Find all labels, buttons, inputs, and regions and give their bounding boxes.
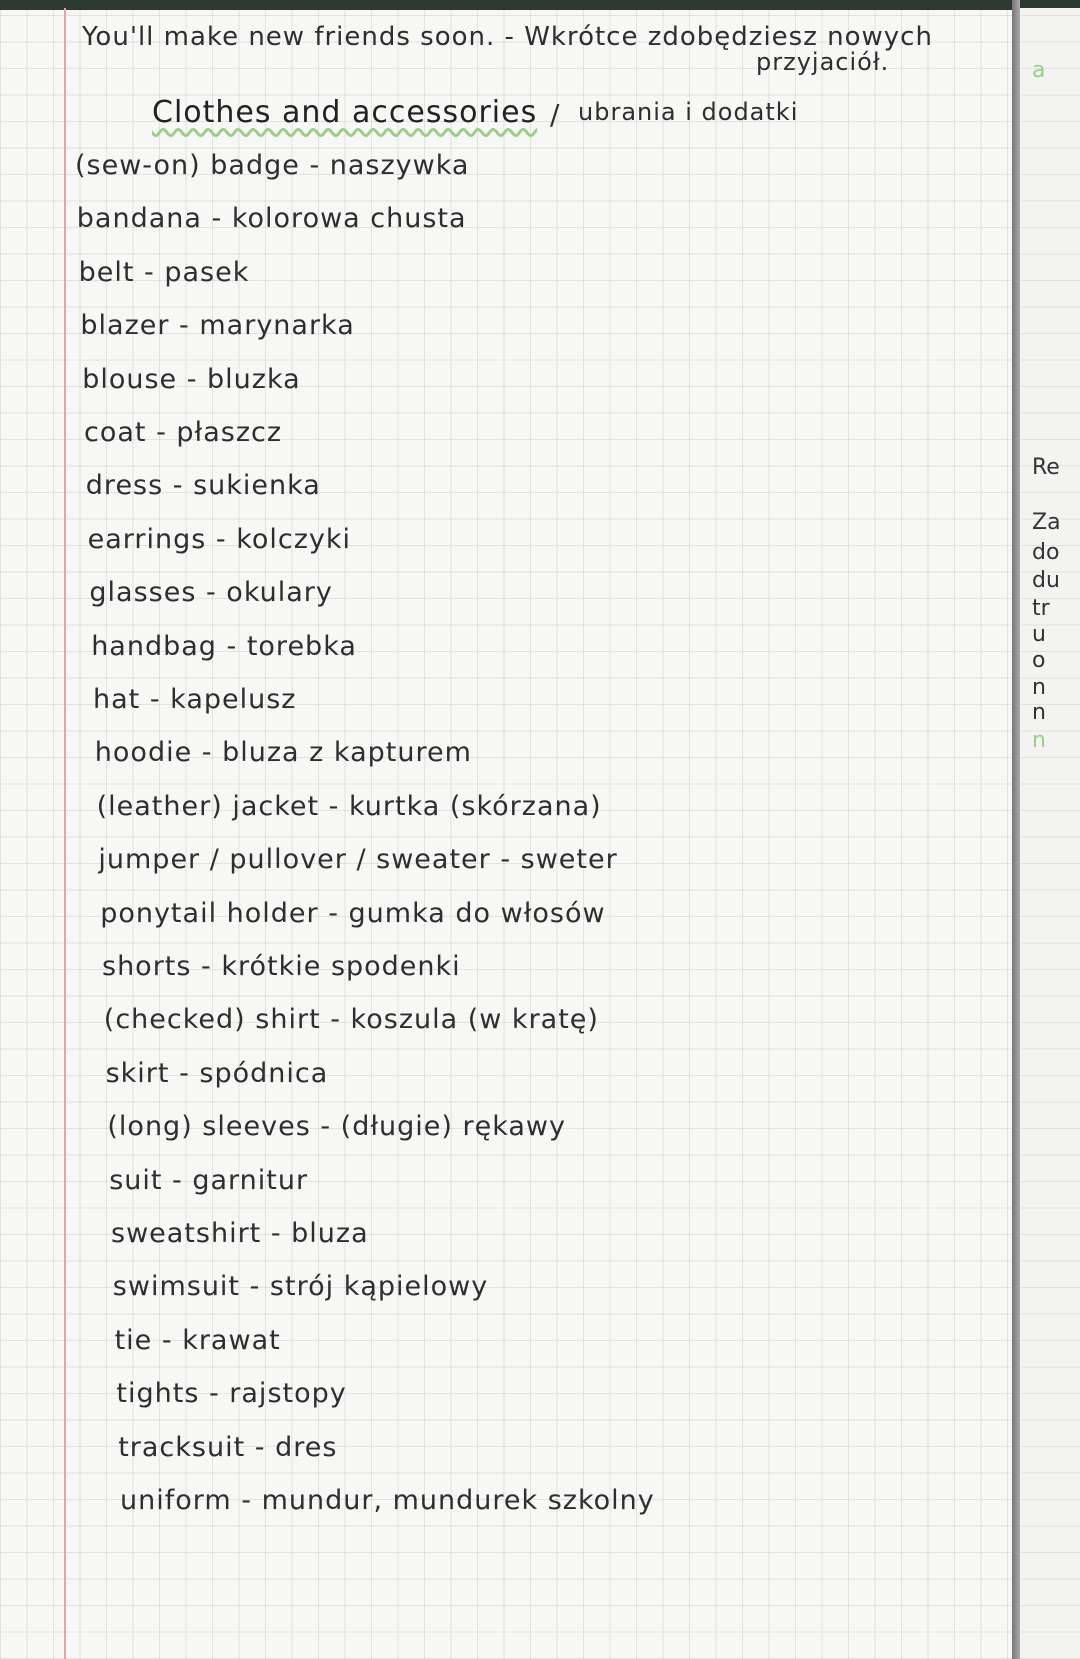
section-subtitle: ubrania i dodatki — [578, 98, 799, 126]
notebook-page-left — [0, 8, 1012, 1659]
right-page-fragment: tr — [1032, 596, 1050, 621]
right-page-fragment: n — [1032, 728, 1046, 753]
vocab-item: skirt - spódnica — [105, 1057, 329, 1089]
example-sentence: You'll make new friends soon. - Wkrótce zdobędziesz nowych — [82, 22, 933, 52]
page-fold — [1012, 0, 1020, 1659]
vocab-item: blouse - bluzka — [82, 363, 301, 395]
vocab-item: hoodie - bluza z kapturem — [94, 737, 472, 769]
vocab-item: glasses - okulary — [89, 577, 333, 609]
right-page-fragment: a — [1032, 58, 1046, 83]
right-page-fragment: Re — [1032, 455, 1060, 480]
notebook-page-right — [1020, 8, 1080, 1659]
example-sentence-cont: przyjaciół. — [756, 48, 890, 76]
right-page-fragment: do — [1032, 540, 1060, 565]
vocab-item: suit - garnitur — [109, 1164, 309, 1196]
vocab-item: belt - pasek — [78, 256, 250, 288]
vocab-item: (checked) shirt - koszula (w kratę) — [103, 1004, 599, 1036]
vocab-item: (leather) jacket - kurtka (skórzana) — [96, 790, 602, 822]
vocab-item: (sew-on) badge - naszywka — [75, 150, 470, 181]
vocab-item: tracksuit - dres — [118, 1431, 338, 1463]
vocab-item: shorts - krótkie spodenki — [102, 951, 461, 982]
vocab-item: swimsuit - strój kąpielowy — [112, 1271, 489, 1303]
vocab-item: earrings - kolczyki — [87, 523, 352, 555]
vocab-item: coat - płaszcz — [84, 417, 283, 448]
vocab-item: tie - krawat — [114, 1324, 281, 1356]
vocab-item: ponytail holder - gumka do włosów — [100, 897, 606, 929]
right-page-fragment: n — [1032, 675, 1046, 700]
vocab-item: tights - rajstopy — [116, 1378, 347, 1410]
right-page-fragment: du — [1032, 568, 1060, 593]
vocab-item: sweatshirt - bluza — [111, 1218, 369, 1249]
right-page-fragment: u — [1032, 622, 1046, 647]
right-page-fragment: o — [1032, 648, 1046, 673]
vocab-item: jumper / pullover / sweater - sweter — [98, 844, 618, 876]
vocab-item: uniform - mundur, mundurek szkolny — [120, 1485, 655, 1516]
vocab-item: bandana - kolorowa chusta — [76, 203, 467, 235]
section-title: Clothes and accessories — [152, 95, 538, 130]
vocab-item: (long) sleeves - (długie) rękawy — [107, 1111, 566, 1143]
vocab-item: handbag - torebka — [91, 630, 357, 662]
margin-line — [64, 8, 66, 1659]
right-page-fragment: n — [1032, 700, 1046, 725]
top-edge — [0, 0, 1080, 10]
title-slash: / — [550, 98, 561, 131]
right-page-fragment: Za — [1032, 510, 1061, 535]
vocab-item: hat - kapelusz — [93, 684, 297, 715]
vocab-item: blazer - marynarka — [80, 310, 355, 342]
vocab-item: dress - sukienka — [85, 470, 321, 502]
